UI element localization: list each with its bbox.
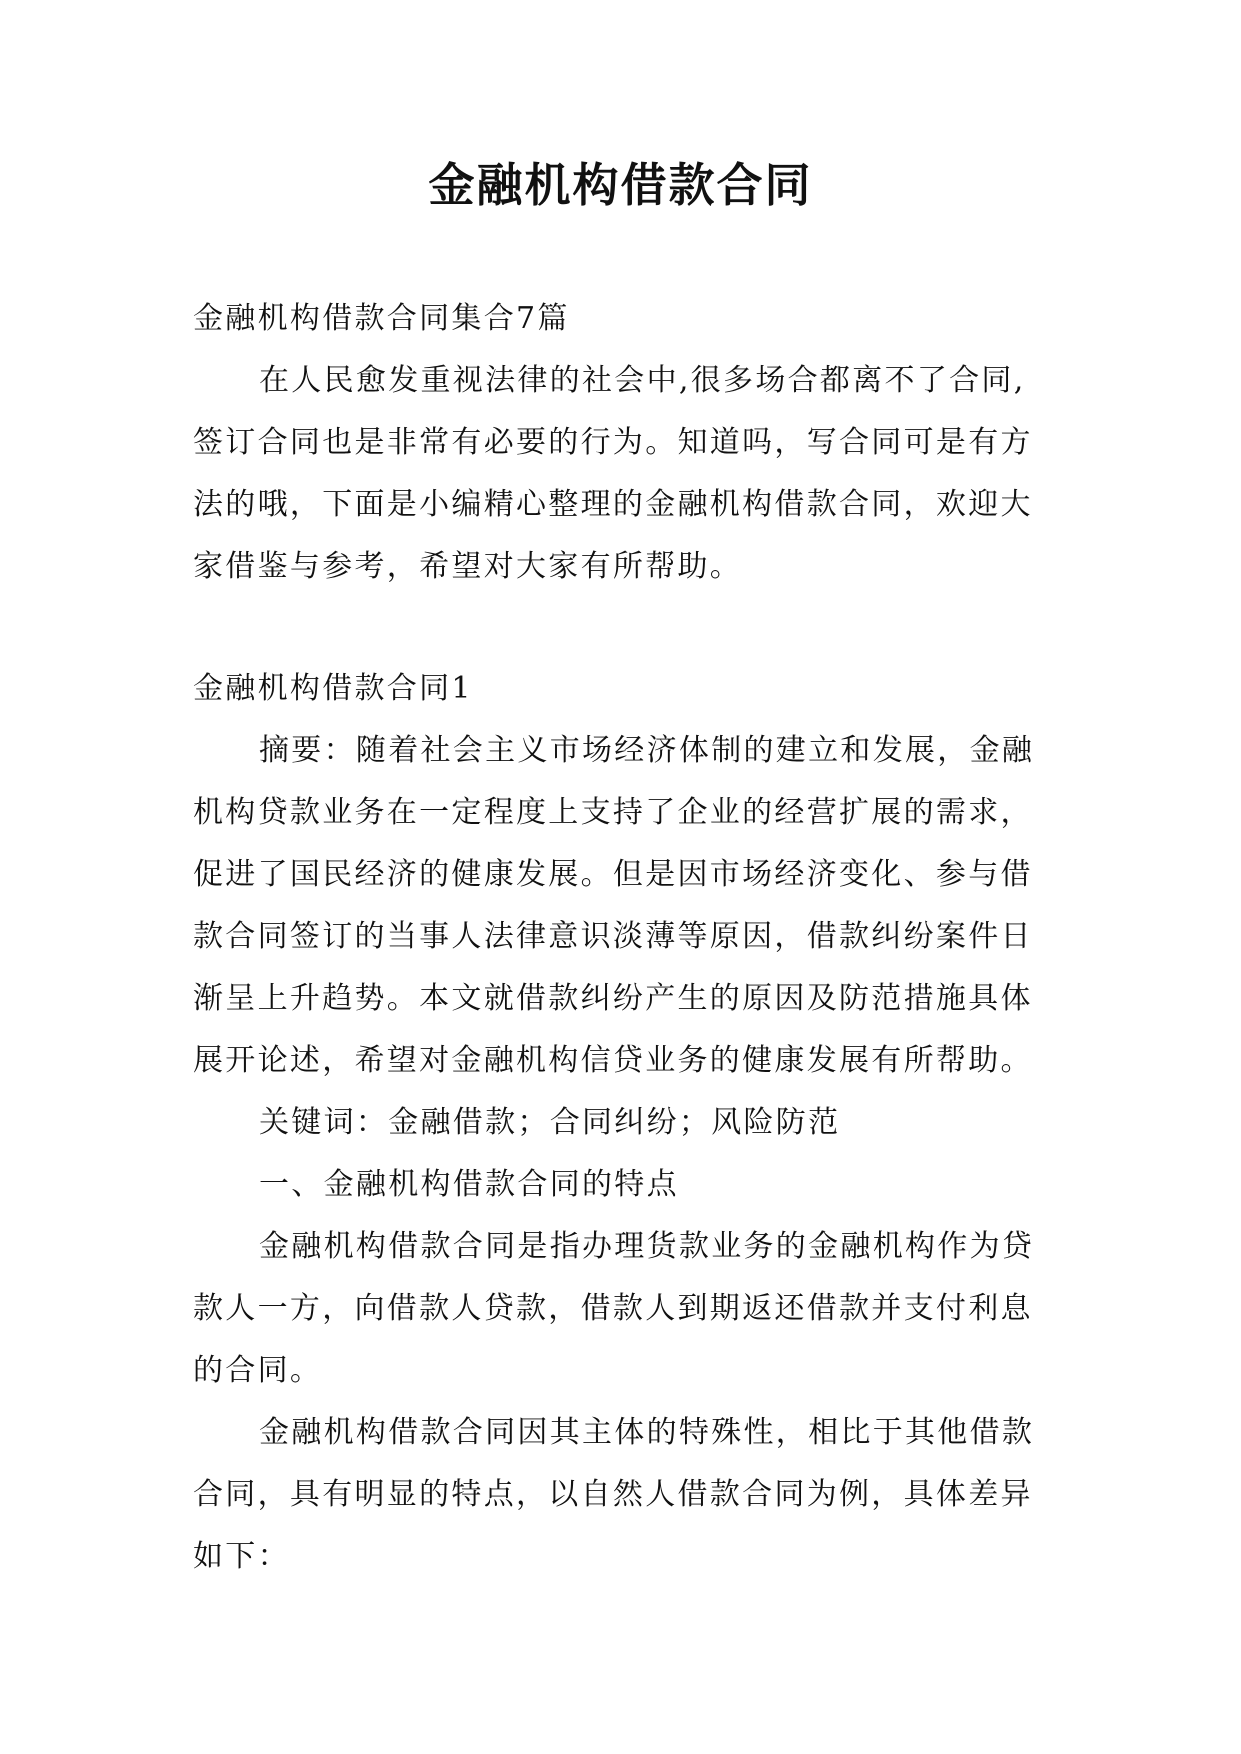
document-subtitle: 金融机构借款合同集合7篇 xyxy=(193,301,570,336)
keywords-paragraph: 关键词：金融借款；合同纠纷；风险防范 xyxy=(259,1105,841,1140)
document-title: 金融机构借款合同 xyxy=(428,158,813,212)
document-body xyxy=(193,288,1055,1588)
body-paragraph: 金融机构借款合同因其主体的特殊性，相比于其他借款合同，具有明显的特点，以自然人借款合同为例，具体差异如下： xyxy=(193,1415,1035,1574)
subsection-heading: 一、金融机构借款合同的特点 xyxy=(259,1167,679,1202)
section-heading: 金融机构借款合同1 xyxy=(193,671,473,706)
intro-paragraph: 在人民愈发重视法律的社会中,很多场合都离不了合同,签订合同也是非常有必要的行为。知道吗，写合同可是有方法的哦，下面是小编精心整理的金融机构借款合同，欢迎大家借鉴与参考，希望对大家有所帮助。 xyxy=(193,363,1033,584)
body-paragraph: 金融机构借款合同是指办理货款业务的金融机构作为贷款人一方，向借款人贷款，借款人到期返还借款并支付利息的合同。 xyxy=(193,1229,1035,1388)
abstract-paragraph: 摘要：随着社会主义市场经济体制的建立和发展，金融机构贷款业务在一定程度上支持了企业的经营扩展的需求，促进了国民经济的健康发展。但是因市场经济变化、参与借款合同签订的当事人法律意识淡薄等原因，借款纠纷案件日渐呈上升趋势。本文就借款纠纷产生的原因及防范措施具体展开论述，希望对金融机构信贷业务的健康发展有所帮助。 xyxy=(193,733,1035,1078)
